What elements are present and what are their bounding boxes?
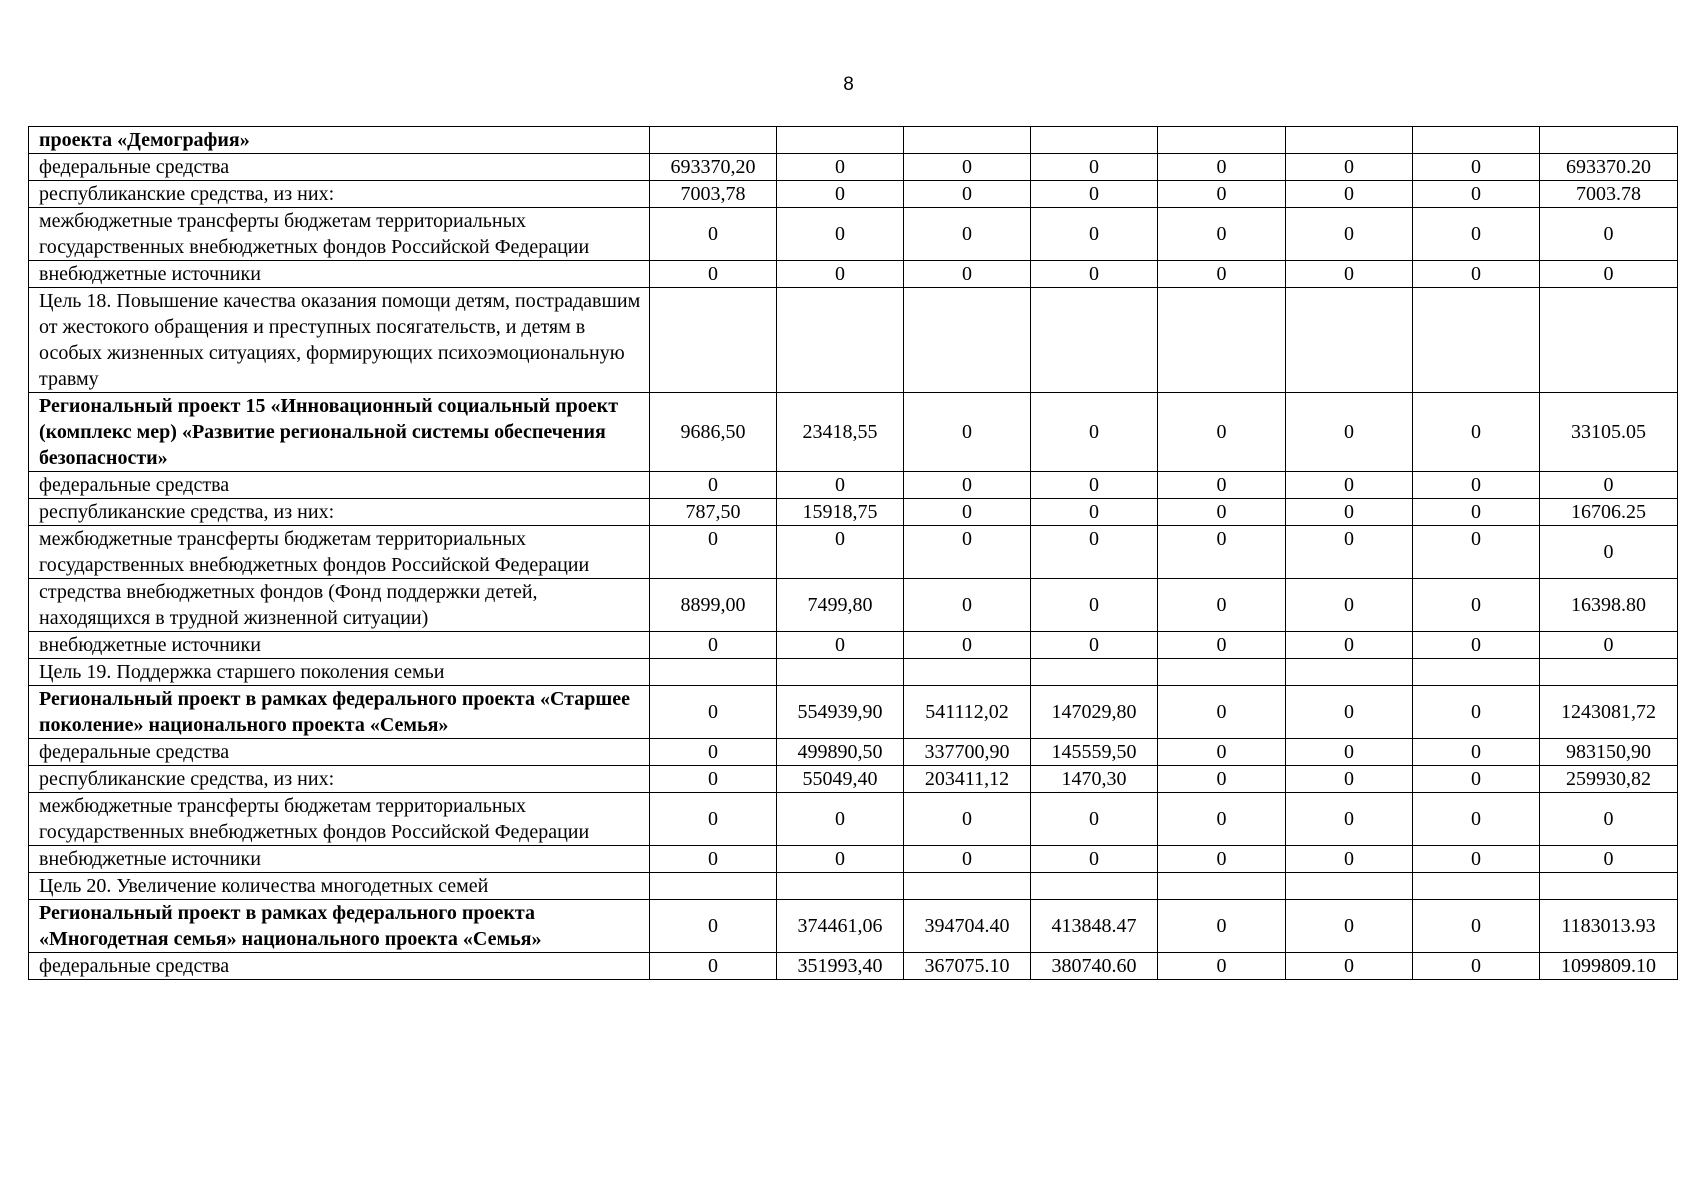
row-label: федеральные средства [29,739,650,766]
value-cell: 0 [1158,953,1286,980]
value-cell: 787,50 [650,499,777,526]
value-cell: 0 [1031,393,1158,472]
value-cell: 554939,90 [777,686,904,739]
row-label: межбюджетные трансферты бюджетам территориальных государственных внебюджетных фондов Российской Федерации [29,793,650,846]
value-cell [1413,659,1540,686]
value-cell: 0 [1158,208,1286,261]
value-cell: 367075.10 [904,953,1031,980]
value-cell: 0 [1413,900,1540,953]
value-cell: 541112,02 [904,686,1031,739]
table-row [29,686,1678,739]
value-cell: 55049,40 [777,766,904,793]
row-label: республиканские средства, из них: [29,181,650,208]
value-cell: 0 [1158,526,1286,579]
value-cell: 0 [1540,632,1678,659]
value-cell: 0 [904,846,1031,873]
value-cell: 0 [650,472,777,499]
value-cell: 0 [1158,499,1286,526]
value-cell [1540,659,1678,686]
value-cell: 0 [650,846,777,873]
value-cell: 0 [1413,393,1540,472]
budget-table [28,126,1678,980]
value-cell: 0 [1031,632,1158,659]
value-cell: 0 [1031,472,1158,499]
value-cell: 0 [650,261,777,288]
value-cell [777,659,904,686]
value-cell: 413848.47 [1031,900,1158,953]
value-cell: 394704.40 [904,900,1031,953]
row-label: Цель 18. Повышение качества оказания помощи детям, пострадавшим от жестокого обращения и преступных посягательств, и детям в особых жизненных ситуациях, формирующих психоэмоциональную травму [29,288,650,393]
table-row [29,154,1678,181]
value-cell: 0 [1031,579,1158,632]
value-cell: 0 [1158,686,1286,739]
value-cell: 0 [1286,579,1413,632]
value-cell: 693370.20 [1540,154,1678,181]
value-cell: 0 [904,261,1031,288]
value-cell: 0 [1158,393,1286,472]
value-cell: 1243081,72 [1540,686,1678,739]
value-cell [650,127,777,154]
table-row [29,472,1678,499]
value-cell [1540,288,1678,393]
value-cell [777,288,904,393]
table-row [29,632,1678,659]
value-cell: 0 [1031,261,1158,288]
value-cell [650,659,777,686]
value-cell: 0 [1286,499,1413,526]
value-cell [777,127,904,154]
value-cell: 7003,78 [650,181,777,208]
value-cell: 351993,40 [777,953,904,980]
value-cell [1158,873,1286,900]
value-cell: 0 [777,181,904,208]
row-label: проекта «Демография» [29,127,650,154]
value-cell: 0 [1413,499,1540,526]
value-cell: 145559,50 [1031,739,1158,766]
value-cell: 0 [1031,154,1158,181]
table-row [29,181,1678,208]
value-cell: 0 [650,686,777,739]
value-cell: 0 [777,526,904,579]
value-cell [904,873,1031,900]
value-cell: 0 [777,154,904,181]
row-label: стредства внебюджетных фондов (Фонд поддержки детей, находящихся в трудной жизненной ситуации) [29,579,650,632]
value-cell: 0 [650,793,777,846]
value-cell: 0 [650,632,777,659]
value-cell: 0 [777,208,904,261]
value-cell: 337700,90 [904,739,1031,766]
value-cell: 0 [777,472,904,499]
value-cell: 0 [1286,526,1413,579]
value-cell: 16398.80 [1540,579,1678,632]
row-label: Региональный проект в рамках федерального проекта «Многодетная семья» национального проекта «Семья» [29,900,650,953]
value-cell [650,288,777,393]
value-cell: 0 [777,846,904,873]
row-label: республиканские средства, из них: [29,499,650,526]
value-cell: 0 [1158,766,1286,793]
value-cell: 147029,80 [1031,686,1158,739]
value-cell: 0 [1413,261,1540,288]
value-cell [1158,288,1286,393]
table-row [29,288,1678,393]
value-cell: 0 [1031,181,1158,208]
value-cell: 0 [650,953,777,980]
value-cell: 0 [650,208,777,261]
value-cell: 499890,50 [777,739,904,766]
row-label: внебюджетные источники [29,846,650,873]
row-label: внебюджетные источники [29,261,650,288]
value-cell: 16706.25 [1540,499,1678,526]
row-label: федеральные средства [29,472,650,499]
value-cell: 0 [1413,632,1540,659]
value-cell: 0 [1540,846,1678,873]
row-label: межбюджетные трансферты бюджетам территориальных государственных внебюджетных фондов Российской Федерации [29,208,650,261]
value-cell: 0 [1286,181,1413,208]
value-cell [777,873,904,900]
value-cell: 0 [1413,208,1540,261]
value-cell: 0 [1031,846,1158,873]
value-cell: 0 [904,472,1031,499]
value-cell [1540,873,1678,900]
value-cell: 1183013.93 [1540,900,1678,953]
value-cell: 0 [904,632,1031,659]
value-cell: 0 [1540,793,1678,846]
value-cell [1286,873,1413,900]
value-cell [1286,127,1413,154]
table-row [29,846,1678,873]
value-cell: 0 [1031,793,1158,846]
value-cell: 0 [1540,208,1678,261]
table-row [29,526,1678,579]
value-cell: 0 [1413,846,1540,873]
value-cell: 0 [1286,900,1413,953]
value-cell: 374461,06 [777,900,904,953]
value-cell: 0 [1286,154,1413,181]
value-cell: 983150,90 [1540,739,1678,766]
value-cell: 8899,00 [650,579,777,632]
value-cell [1031,288,1158,393]
row-label: федеральные средства [29,154,650,181]
value-cell: 0 [1413,739,1540,766]
value-cell: 0 [1413,181,1540,208]
table-row [29,659,1678,686]
value-cell: 0 [1540,472,1678,499]
value-cell: 0 [1286,739,1413,766]
row-label: Региональный проект 15 «Инновационный социальный проект (комплекс мер) «Развитие региональной системы обеспечения безопасности» [29,393,650,472]
value-cell: 0 [904,181,1031,208]
value-cell: 0 [1158,846,1286,873]
value-cell: 0 [1413,579,1540,632]
value-cell: 0 [1158,472,1286,499]
value-cell [1286,288,1413,393]
value-cell: 7003.78 [1540,181,1678,208]
table-row [29,579,1678,632]
value-cell [1540,127,1678,154]
value-cell [1031,659,1158,686]
value-cell: 1470,30 [1031,766,1158,793]
value-cell [904,288,1031,393]
value-cell: 0 [777,793,904,846]
value-cell: 0 [1286,793,1413,846]
table-row [29,499,1678,526]
table-row [29,127,1678,154]
value-cell: 1099809.10 [1540,953,1678,980]
value-cell [1158,659,1286,686]
row-label: межбюджетные трансферты бюджетам территориальных государственных внебюджетных фондов Российской Федерации [29,526,650,579]
value-cell: 0 [1413,472,1540,499]
value-cell [904,127,1031,154]
value-cell [904,659,1031,686]
value-cell: 15918,75 [777,499,904,526]
table-row [29,793,1678,846]
value-cell: 0 [904,393,1031,472]
value-cell: 0 [1031,499,1158,526]
value-cell: 0 [904,499,1031,526]
value-cell: 0 [1158,793,1286,846]
value-cell: 0 [1031,526,1158,579]
value-cell [1286,659,1413,686]
value-cell: 0 [904,793,1031,846]
budget-table-body [29,127,1678,980]
value-cell: 0 [1158,900,1286,953]
table-row [29,766,1678,793]
table-row [29,900,1678,953]
value-cell [1158,127,1286,154]
value-cell: 0 [1286,261,1413,288]
row-label: федеральные средства [29,953,650,980]
value-cell: 0 [777,632,904,659]
table-row [29,208,1678,261]
value-cell: 693370,20 [650,154,777,181]
row-label: внебюджетные источники [29,632,650,659]
row-label: Цель 20. Увеличение количества многодетных семей [29,873,650,900]
value-cell: 0 [1413,686,1540,739]
row-label: республиканские средства, из них: [29,766,650,793]
page-number: 8 [843,74,854,95]
value-cell [1413,288,1540,393]
value-cell: 0 [650,766,777,793]
row-label: Региональный проект в рамках федерального проекта «Старшее поколение» национального проекта «Семья» [29,686,650,739]
value-cell [1031,873,1158,900]
value-cell: 380740.60 [1031,953,1158,980]
table-row [29,739,1678,766]
table-row [29,393,1678,472]
value-cell: 0 [1286,632,1413,659]
value-cell: 0 [1031,208,1158,261]
value-cell: 0 [904,579,1031,632]
value-cell: 0 [1158,154,1286,181]
value-cell: 9686,50 [650,393,777,472]
value-cell: 0 [1413,793,1540,846]
value-cell: 0 [1286,953,1413,980]
value-cell [1031,127,1158,154]
value-cell: 33105.05 [1540,393,1678,472]
value-cell [1413,127,1540,154]
value-cell: 203411,12 [904,766,1031,793]
value-cell: 0 [650,739,777,766]
value-cell: 0 [904,526,1031,579]
value-cell: 0 [1158,579,1286,632]
value-cell: 0 [1413,154,1540,181]
value-cell [1413,873,1540,900]
value-cell: 0 [1286,846,1413,873]
value-cell: 0 [1413,766,1540,793]
value-cell: 0 [904,154,1031,181]
value-cell: 0 [1286,686,1413,739]
value-cell: 7499,80 [777,579,904,632]
value-cell: 0 [650,526,777,579]
value-cell: 0 [1158,181,1286,208]
value-cell: 0 [1413,953,1540,980]
value-cell: 0 [650,900,777,953]
value-cell: 0 [1540,526,1678,579]
table-row [29,261,1678,288]
value-cell: 0 [904,208,1031,261]
value-cell: 0 [1286,393,1413,472]
value-cell: 23418,55 [777,393,904,472]
value-cell [650,873,777,900]
value-cell: 0 [1158,739,1286,766]
table-row [29,953,1678,980]
value-cell: 259930,82 [1540,766,1678,793]
row-label: Цель 19. Поддержка старшего поколения семьи [29,659,650,686]
value-cell: 0 [777,261,904,288]
value-cell: 0 [1540,261,1678,288]
value-cell: 0 [1286,472,1413,499]
table-row [29,873,1678,900]
value-cell: 0 [1158,261,1286,288]
value-cell: 0 [1286,766,1413,793]
value-cell: 0 [1158,632,1286,659]
value-cell: 0 [1286,208,1413,261]
value-cell: 0 [1413,526,1540,579]
